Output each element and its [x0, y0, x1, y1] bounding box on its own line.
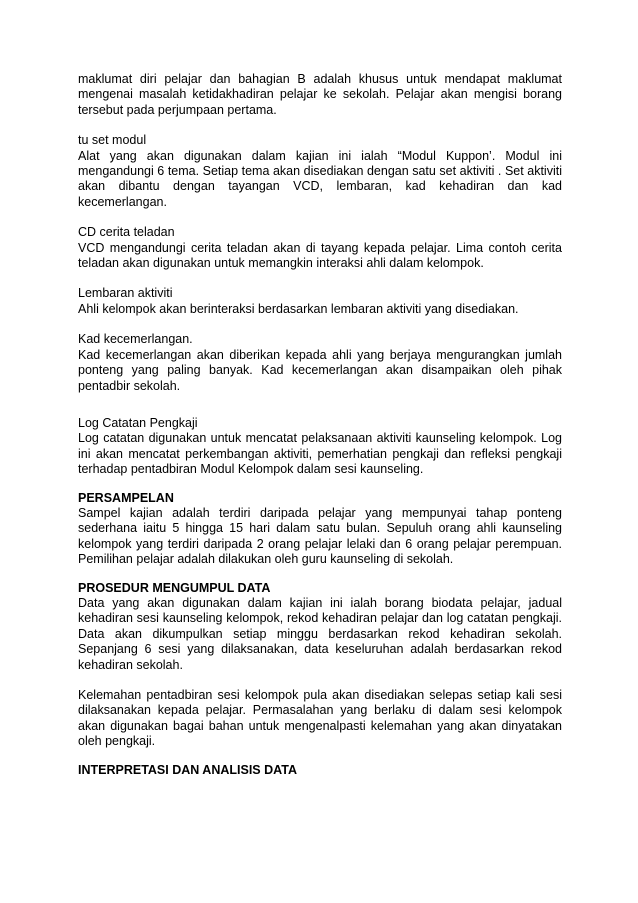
section-lembaran	[78, 286, 562, 317]
section-body: Sampel kajian adalah terdiri daripada pelajar yang mempunyai tahap ponteng sederhana iaitu 5 hingga 15 hari dalam satu bulan. Sepuluh orang ahli kaunseling kelompok yang terdiri daripada 2 orang pelajar lelaki dan 6 orang pelajar perempuan. Pemilihan pelajar adalah dilakukan oleh guru kaunseling di sekolah.	[78, 505, 562, 567]
section-body-2: Kelemahan pentadbiran sesi kelompok pula akan disediakan selepas setiap kali sesi dilaksanakan kepada pelajar. Permasalahan yang berlaku di dalam sesi kelompok akan digunakan bagai bahan untuk mengenalpasti kelemahan yang akan dinyatakan oleh pengkaji.	[78, 688, 562, 749]
section-title: CD cerita teladan	[78, 225, 175, 240]
section-kad	[78, 332, 562, 394]
section-heading: PERSAMPELAN	[78, 490, 174, 505]
section-title: Lembaran aktiviti	[78, 286, 173, 301]
section-body: VCD mengandungi cerita teladan akan di tayang kepada pelajar. Lima contoh cerita teladan akan digunakan untuk memangkin interaksi ahli dalam kelompok.	[78, 240, 562, 271]
section-title: Kad kecemerlangan.	[78, 332, 193, 347]
section-body: Log catatan digunakan untuk mencatat pelaksanaan aktiviti kaunseling kelompok. Log ini akan mencatat perkembangan aktiviti, pemerhatian pengkaji dan refleksi pengkaji terhadap pentadbiran Modul Kelompok dalam sesi kaunseling.	[78, 431, 562, 477]
section-prosedur	[78, 581, 562, 750]
section-body: Kad kecemerlangan akan diberikan kepada ahli yang berjaya mengurangkan jumlah ponteng yang paling banyak. Kad kecemerlangan akan disampaikan oleh pihak pentadbir sekolah.	[78, 347, 562, 393]
section-persampelan	[78, 491, 562, 568]
section-body: Ahli kelompok akan berinteraksi berdasarkan lembaran aktiviti yang disediakan.	[78, 301, 519, 316]
intro-paragraph: maklumat diri pelajar dan bahagian B adalah khusus untuk mendapat maklumat mengenai masalah ketidakhadiran pelajar ke sekolah. Pelajar akan mengisi borang tersebut pada perjumpaan pertama.	[78, 72, 562, 117]
document-page	[78, 72, 562, 778]
section-interpretasi	[78, 763, 562, 778]
section-log	[78, 416, 562, 478]
section-title: Log Catatan Pengkaji	[78, 415, 198, 430]
section-body: Alat yang akan digunakan dalam kajian ini ialah “Modul Kuppon’. Modul ini mengandungi 6 tema. Setiap tema akan disediakan dengan satu set aktiviti . Set aktiviti akan dibantu dengan tayangan VCD, lembaran, kad kehadiran dan kad kecemerlangan.	[78, 148, 562, 209]
section-body: Data yang akan digunakan dalam kajian ini ialah borang biodata pelajar, jadual kehadiran sesi kaunseling kelompok, rekod kehadiran pelajar dan log catatan pengkaji. Data akan dikumpulkan setiap minggu berdasarkan rekod kehadiran sekolah. Sepanjang 6 sesi yang dilaksanakan, data keseluruhan adalah berdasarkan rekod kehadiran sekolah.	[78, 595, 562, 672]
section-heading: PROSEDUR MENGUMPUL DATA	[78, 580, 271, 595]
section-title: tu set modul	[78, 133, 147, 148]
section-cd-cerita	[78, 225, 562, 271]
section-heading: INTERPRETASI DAN ANALISIS DATA	[78, 762, 297, 777]
section-set-modul	[78, 133, 562, 210]
